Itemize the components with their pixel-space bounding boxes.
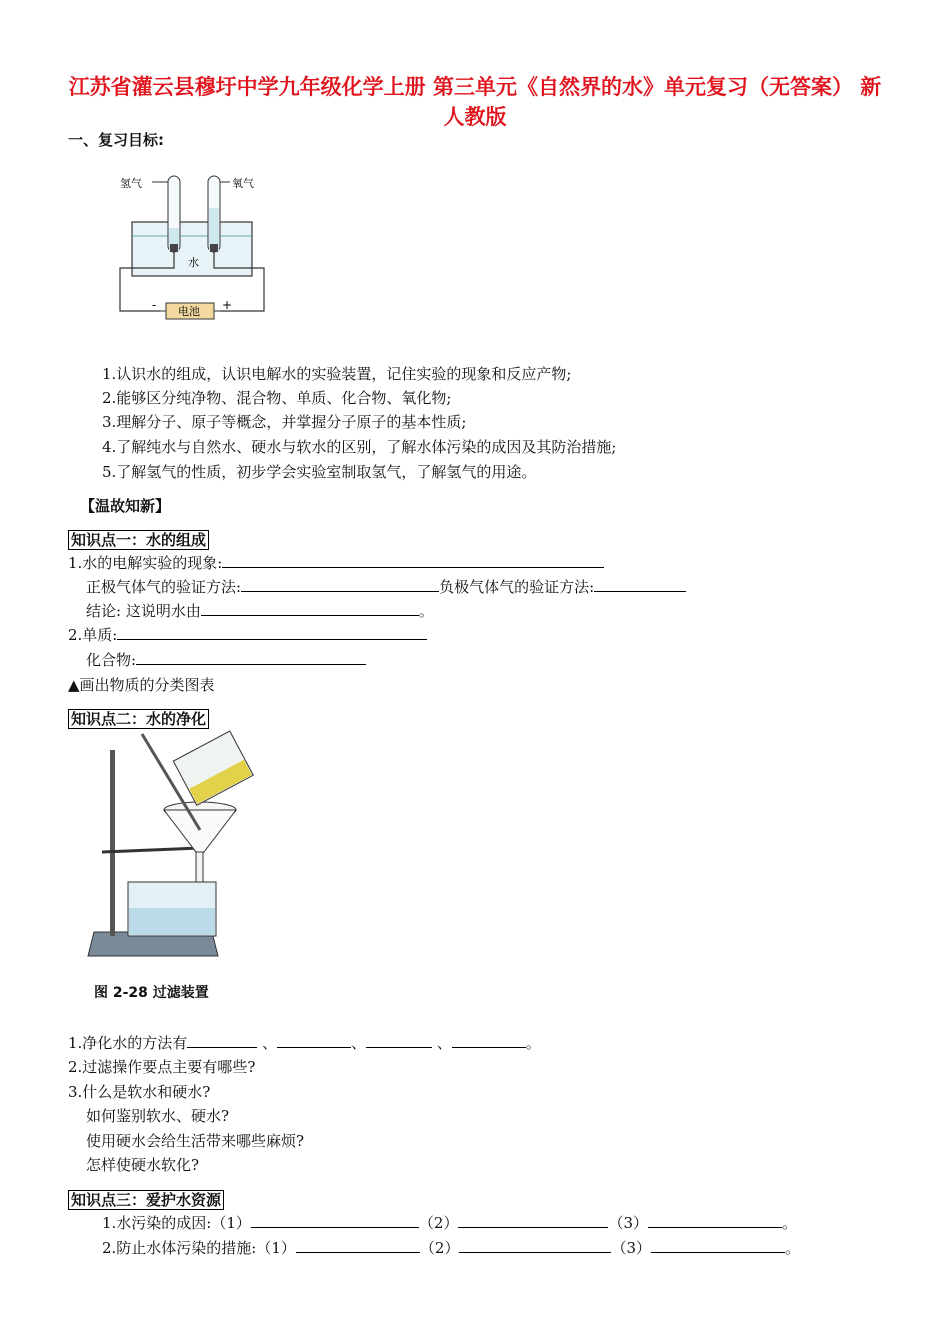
kp1-q2: 2.单质: bbox=[68, 625, 427, 645]
kp2-q1: 1.净化水的方法有 、 、 、 。 bbox=[68, 1034, 541, 1052]
label-minus: - bbox=[152, 298, 157, 312]
kp3-q2-blank-1[interactable] bbox=[296, 1238, 420, 1253]
kp3-q1-blank-1[interactable] bbox=[251, 1213, 419, 1228]
kp3-q2: 2.防止水体污染的措施:（1） （2） （3） 。 bbox=[102, 1239, 801, 1257]
review-heading: 【温故知新】 bbox=[80, 497, 171, 515]
kp3-q2-blank-3[interactable] bbox=[651, 1238, 785, 1253]
label-plus: + bbox=[222, 298, 233, 312]
kp1-comp-blank[interactable] bbox=[136, 650, 366, 665]
label-water: 水 bbox=[188, 256, 199, 269]
kp1-neg-blank[interactable] bbox=[594, 577, 686, 592]
kp1-title: 知识点一：水的组成 bbox=[68, 530, 209, 550]
figure-caption: 图 2-28 过滤装置 bbox=[94, 985, 209, 1001]
kp1-conc-blank[interactable] bbox=[201, 601, 419, 616]
kp3-q1-blank-3[interactable] bbox=[648, 1213, 782, 1228]
kp1-q1: 1.水的电解实验的现象: bbox=[68, 553, 604, 573]
kp3-q2-blank-2[interactable] bbox=[459, 1238, 611, 1253]
objective-5: 5.了解氢气的性质，初步学会实验室制取氢气，了解氢气的用途。 bbox=[102, 463, 537, 481]
kp1-elem-blank[interactable] bbox=[117, 625, 427, 640]
kp2-q3b: 使用硬水会给生活带来哪些麻烦? bbox=[86, 1132, 305, 1150]
kp2-blank-3[interactable] bbox=[366, 1033, 432, 1048]
kp1-verify: 正极气体气的验证方法: 负极气体气的验证方法: bbox=[86, 577, 686, 597]
kp1-pos-blank[interactable] bbox=[241, 577, 439, 592]
kp2-q3: 3.什么是软水和硬水? bbox=[68, 1083, 211, 1101]
label-oxygen: 氧气 bbox=[232, 177, 254, 190]
kp2-q3c: 怎样使硬水软化? bbox=[86, 1156, 200, 1174]
filtration-diagram bbox=[82, 730, 272, 975]
objective-3: 3.理解分子、原子等概念，并掌握分子原子的基本性质; bbox=[102, 413, 467, 431]
kp2-q3a: 如何鉴别软水、硬水? bbox=[86, 1107, 230, 1125]
objective-4: 4.了解纯水与自然水、硬水与软水的区别，了解水体污染的成因及其防治措施; bbox=[102, 438, 617, 456]
kp2-q2: 2.过滤操作要点主要有哪些? bbox=[68, 1058, 256, 1076]
kp2-title: 知识点二：水的净化 bbox=[68, 709, 209, 729]
section-objectives-heading: 一、复习目标: bbox=[68, 131, 164, 149]
kp1-q1-blank[interactable] bbox=[222, 553, 604, 568]
kp2-blank-4[interactable] bbox=[452, 1033, 526, 1048]
kp1-conclusion: 结论: 这说明水由 。 bbox=[86, 602, 434, 620]
kp3-title: 知识点三：爱护水资源 bbox=[68, 1190, 224, 1210]
kp2-blank-1[interactable] bbox=[187, 1033, 257, 1048]
electrolysis-diagram bbox=[118, 168, 268, 338]
label-battery: 电池 bbox=[178, 305, 200, 318]
document-title: 江苏省灌云县穆圩中学九年级化学上册 第三单元《自然界的水》单元复习（无答案） 新人教版 bbox=[68, 75, 882, 129]
label-hydrogen: 氢气 bbox=[120, 177, 142, 190]
kp3-q1-blank-2[interactable] bbox=[458, 1213, 608, 1228]
objective-1: 1.认识水的组成，认识电解水的实验装置，记住实验的现象和反应产物; bbox=[102, 365, 572, 383]
kp2-blank-2[interactable] bbox=[277, 1033, 351, 1048]
kp1-task: ▲画出物质的分类图表 bbox=[68, 676, 215, 694]
kp1-compound: 化合物: bbox=[86, 650, 366, 670]
objective-2: 2.能够区分纯净物、混合物、单质、化合物、氧化物; bbox=[102, 389, 452, 407]
kp3-q1: 1.水污染的成因:（1） （2） （3） 。 bbox=[102, 1214, 798, 1232]
